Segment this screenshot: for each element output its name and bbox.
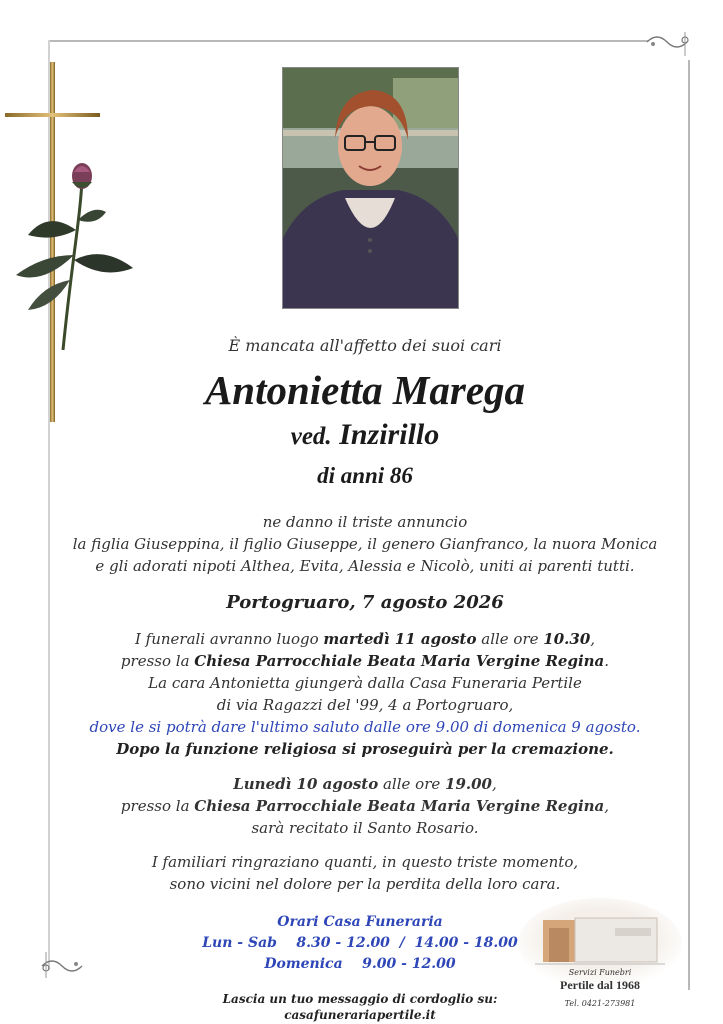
funeral-details	[50, 628, 680, 760]
frame-top-border	[48, 40, 648, 42]
text-span: alle ore	[378, 775, 446, 793]
cremation-text: Dopo la funzione religiosa si proseguirà per la cremazione.	[116, 740, 614, 758]
intro-text: È mancata all'affetto dei suoi cari	[228, 336, 502, 355]
deceased-name: Antonietta Marega	[204, 367, 526, 413]
corner-ornament-icon	[38, 950, 84, 980]
widow-surname: Inzirillo	[339, 418, 440, 451]
hours-sunday: Domenica 9.00 - 12.00	[264, 956, 456, 972]
frame-right-border	[688, 60, 690, 990]
text-span: ,	[492, 775, 497, 793]
place-date: Portogruaro, 7 agosto 2026	[226, 592, 504, 613]
text-span: presso la	[120, 797, 195, 815]
hours-title: Orari Casa Funeraria	[277, 914, 443, 930]
rosary-line	[50, 773, 680, 795]
deceased-photo	[282, 67, 459, 309]
website-link[interactable]: casafunerariapertile.it	[284, 1008, 436, 1022]
rosary-line	[50, 795, 680, 817]
thanks-line: sono vicini nel dolore per la perdita della loro cara.	[169, 875, 561, 893]
funeral-line: La cara Antonietta giungerà dalla Casa Funeraria Pertile	[148, 674, 582, 692]
thanks-line: I familiari ringraziano quanti, in questo triste momento,	[151, 853, 579, 871]
text-span: I funerali avranno luogo	[134, 630, 324, 648]
text-span: ,	[590, 630, 596, 648]
text-span: .	[604, 652, 610, 670]
message-line: Lascia un tuo messaggio di cordoglio su:	[222, 992, 498, 1006]
rosary-line: sarà recitato il Santo Rosario.	[251, 819, 479, 837]
age-line: di anni 86	[317, 463, 413, 488]
logo-subtitle: Servizi Funebri	[568, 968, 632, 977]
rosary-time: 19.00	[445, 775, 492, 793]
funeral-line: di via Ragazzi del '99, 4 a Portogruaro,	[216, 696, 514, 714]
logo-phone: Tel. 0421-273981	[564, 999, 636, 1008]
announcement	[50, 511, 680, 577]
funeral-home-hours	[200, 912, 520, 975]
logo-title: Pertile dal 1968	[560, 978, 640, 992]
rose-icon	[8, 160, 138, 350]
church-name: Chiesa Parrocchiale Beata Maria Vergine Regina	[194, 652, 605, 670]
visitation-line: dove le si potrà dare l'ultimo saluto dalle ore 9.00 di domenica 9 agosto.	[89, 718, 641, 736]
rosary-details	[50, 773, 680, 839]
funeral-date: martedì 11 agosto	[323, 630, 477, 648]
text-span: ,	[604, 797, 610, 815]
hours-weekday: Lun - Sab 8.30 - 12.00 / 14.00 - 18.00	[202, 935, 518, 951]
rosary-date: Lunedì 10 agosto	[233, 775, 379, 793]
funeral-line	[50, 628, 680, 650]
announce-line: la figlia Giuseppina, il figlio Giuseppe, il genero Gianfranco, la nuora Monica	[72, 535, 658, 553]
funeral-line	[50, 650, 680, 672]
thanks-text	[50, 851, 680, 895]
corner-ornament-icon	[645, 28, 691, 58]
widow-prefix: ved.	[290, 423, 332, 450]
widow-line	[50, 418, 680, 452]
text-span: presso la	[120, 652, 195, 670]
announce-line: e gli adorati nipoti Althea, Evita, Alessia e Nicolò, uniti ai parenti tutti.	[95, 557, 635, 575]
cremation-line	[50, 738, 680, 760]
text-span: alle ore	[476, 630, 544, 648]
condolence-message	[200, 991, 520, 1023]
church-name: Chiesa Parrocchiale Beata Maria Vergine Regina	[194, 797, 605, 815]
announce-line: ne danno il triste annuncio	[262, 513, 468, 531]
funeral-time: 10.30	[543, 630, 591, 648]
